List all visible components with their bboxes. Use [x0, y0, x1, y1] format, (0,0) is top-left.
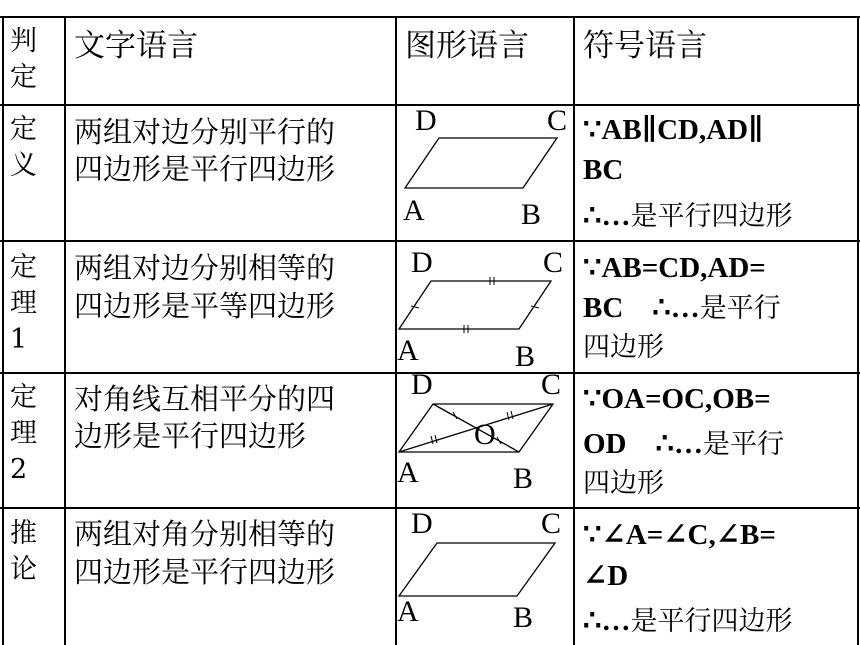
vertex-label-c: C: [543, 246, 564, 279]
header-text-language: 文字语言: [74, 28, 198, 64]
parallelogram-figure-theorem-1: [397, 242, 573, 372]
vertex-label-d: D: [411, 246, 433, 279]
row-symbol-conclusion: [583, 196, 792, 237]
conclusion-text: 是平行四边形: [630, 606, 793, 637]
vertex-label-a: A: [397, 334, 419, 367]
conclusion-text: 是平行四边形: [630, 201, 793, 232]
row-category-theorem-1: 定理1: [10, 252, 37, 355]
therefore-symbol: ∴…: [583, 605, 631, 637]
symbol-text: BC ∴…: [583, 292, 700, 324]
conclusion-text: 是平行: [702, 429, 784, 460]
tick-mark: [435, 435, 437, 443]
therefore-symbol: ∴…: [583, 200, 631, 232]
column-divider: [573, 16, 575, 645]
vertex-label-b: B: [513, 601, 534, 634]
vertex-label-a: A: [397, 595, 419, 628]
parallelogram-shape: [399, 543, 555, 596]
vertex-label-b: B: [513, 462, 534, 495]
row-symbol-line: ∵AB∥CD,AD∥: [583, 114, 764, 146]
header-judgement: 判定: [10, 26, 37, 93]
row-symbol-line: ∵∠A=∠C,∠B=: [583, 519, 776, 551]
parallelogram-figure-corollary: [397, 509, 573, 645]
row-symbol-line: ∵AB=CD,AD=: [583, 252, 766, 284]
row-symbol-conclusion: [583, 601, 792, 642]
parallelogram-figure-definition: [397, 106, 573, 240]
symbol-text: OD ∴…: [583, 428, 703, 460]
vertex-label-d: D: [415, 104, 437, 137]
column-divider: [64, 16, 66, 645]
row-symbol-line: 四边形: [583, 468, 664, 499]
row-text-line: 四边形是平行四边形: [74, 555, 336, 589]
center-label-o: O: [474, 418, 496, 451]
row-text-line: 对角线互相平分的四: [74, 382, 336, 416]
table-right-border: [857, 16, 859, 645]
row-symbol-line: ∵OA=OC,OB=: [583, 383, 771, 415]
tick-mark: [511, 411, 513, 419]
vertex-label-a: A: [403, 194, 425, 227]
row-symbol-line: BC: [583, 154, 624, 186]
vertex-label-d: D: [411, 368, 433, 401]
vertex-label-d: D: [411, 507, 433, 540]
parallelogram-shape: [405, 138, 557, 188]
table-top-border: [0, 16, 860, 18]
vertex-label-c: C: [541, 368, 562, 401]
tick-mark: [531, 306, 539, 308]
row-text-line: 两组对边分别平行的: [74, 115, 336, 149]
row-symbol-line: [583, 288, 781, 329]
row-text-line: 两组对边分别相等的: [74, 251, 336, 285]
row-category-theorem-2: 定理2: [10, 382, 37, 485]
vertex-label-b: B: [521, 198, 542, 231]
row-text-line: 边形是平行四边形: [74, 419, 307, 453]
vertex-label-a: A: [397, 456, 419, 489]
conclusion-text: 是平行: [699, 293, 781, 324]
vertex-label-c: C: [547, 104, 568, 137]
row-category-corollary: 推论: [10, 518, 37, 585]
row-symbol-line: ∠D: [583, 560, 629, 592]
row-symbol-line: [583, 424, 784, 465]
row-category-definition: 定义: [10, 114, 37, 181]
header-figure-language: 图形语言: [405, 28, 529, 64]
header-symbol-language: 符号语言: [583, 28, 707, 64]
vertex-label-b: B: [515, 340, 536, 373]
vertex-label-c: C: [541, 507, 562, 540]
row-symbol-line: 四边形: [583, 332, 664, 363]
row-text-line: 两组对角分别相等的: [74, 517, 336, 551]
row-text-line: 四边形是平行四边形: [74, 152, 336, 186]
parallelogram-shape: [399, 281, 551, 329]
tick-mark: [411, 306, 419, 308]
parallelogram-figure-theorem-2: [397, 368, 573, 507]
table-left-border: [2, 16, 4, 645]
tick-mark: [431, 436, 433, 444]
row-text-line: 四边形是平等四边形: [74, 289, 336, 323]
